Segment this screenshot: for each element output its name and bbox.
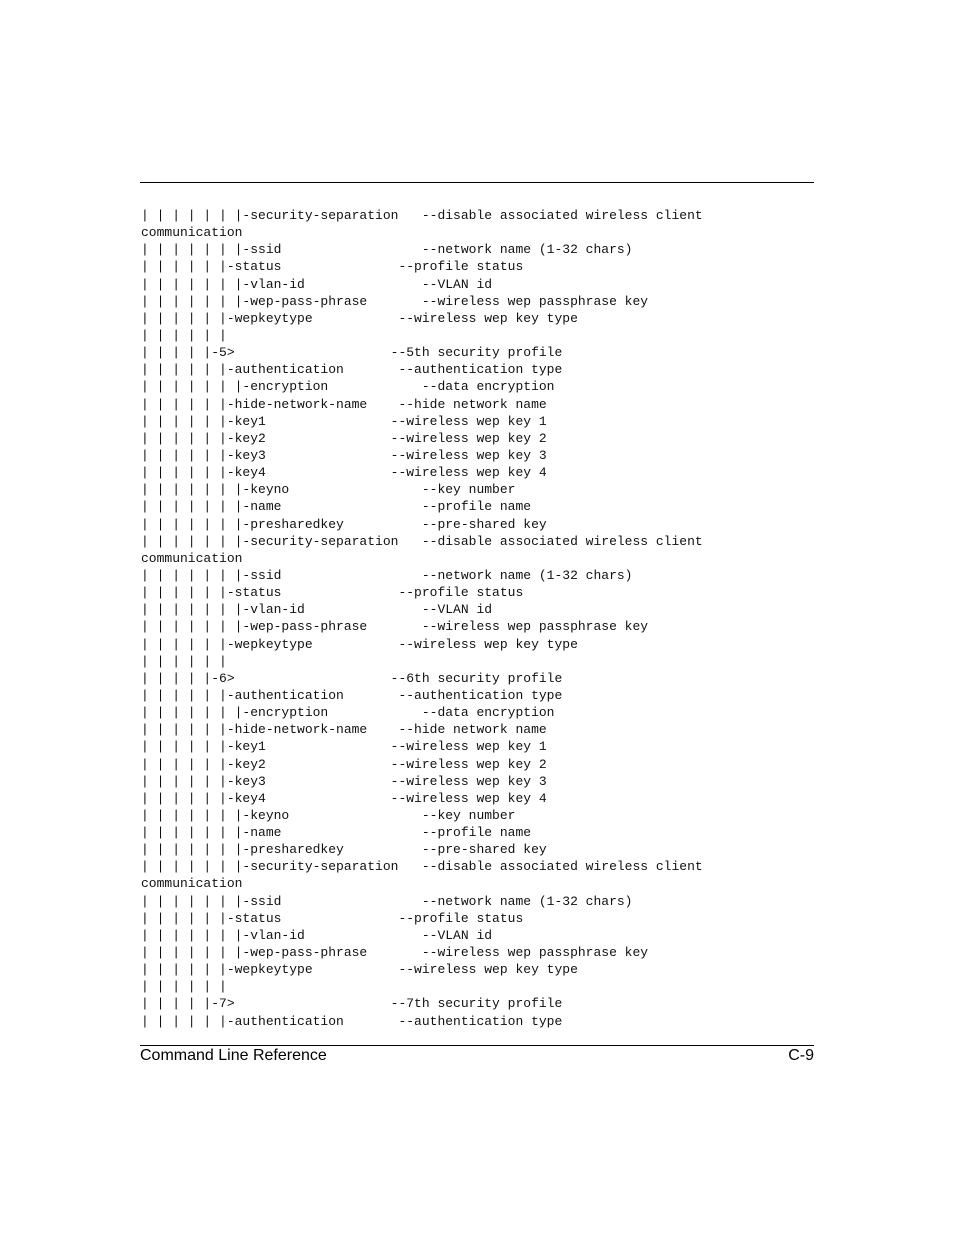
code-line: | | | | | | |-wep-pass-phrase --wireless wep passphrase key bbox=[141, 945, 649, 961]
code-line: | | | | | | |-encryption --data encryption bbox=[141, 379, 555, 395]
code-line: communication bbox=[141, 876, 243, 892]
code-line: | | | | | |-key1 --wireless wep key 1 bbox=[141, 413, 547, 429]
code-line: | | | | | | |-ssid --network name (1-32 chars) bbox=[141, 242, 633, 258]
code-line: | | | | | | |-security-separation --disable associated wireless client bbox=[141, 208, 703, 223]
code-line: | | | | | |-authentication --authentication type bbox=[141, 1013, 563, 1029]
code-line: | | | | | |-wepkeytype --wireless wep key type bbox=[141, 310, 578, 326]
code-line: | | | | | | |-ssid --network name (1-32 chars) bbox=[141, 567, 633, 583]
code-line: | | | | | | |-presharedkey --pre-shared key bbox=[141, 842, 547, 858]
code-line: | | | | | |-status --profile status bbox=[141, 585, 524, 601]
code-line: | | | | | |-authentication --authentication type bbox=[141, 362, 563, 378]
code-line: | | | | | |-status --profile status bbox=[141, 259, 524, 275]
code-line: | | | | | |-key4 --wireless wep key 4 bbox=[141, 790, 547, 806]
code-line: | | | | | | |-vlan-id --VLAN id bbox=[141, 927, 493, 943]
code-line: | | | | | |-wepkeytype --wireless wep key type bbox=[141, 962, 578, 978]
code-line: | | | | | |-key1 --wireless wep key 1 bbox=[141, 739, 547, 755]
code-listing bbox=[141, 207, 814, 1030]
code-line: | | | | |-6> --6th security profile bbox=[141, 670, 563, 686]
code-line: | | | | | | |-ssid --network name (1-32 chars) bbox=[141, 893, 633, 909]
code-line: | | | | | | |-security-separation --disable associated wireless client bbox=[141, 533, 703, 549]
code-line: | | | | | | |-name --profile name bbox=[141, 825, 532, 841]
code-line: | | | | | | |-vlan-id --VLAN id bbox=[141, 276, 493, 292]
code-line: communication bbox=[141, 225, 243, 241]
code-line: | | | | | |-key2 --wireless wep key 2 bbox=[141, 430, 547, 446]
code-line: | | | | | |-status --profile status bbox=[141, 910, 524, 926]
code-line: | | | | | | |-keyno --key number bbox=[141, 482, 516, 498]
code-line: | | | | | |-key4 --wireless wep key 4 bbox=[141, 465, 547, 481]
code-line: | | | | | | |-presharedkey --pre-shared key bbox=[141, 516, 547, 532]
code-line: | | | | | |-key3 --wireless wep key 3 bbox=[141, 447, 547, 463]
code-line: | | | | | |-authentication --authentication type bbox=[141, 687, 563, 703]
footer-title: Command Line Reference bbox=[140, 1047, 327, 1064]
footer-rule bbox=[140, 1045, 814, 1046]
code-line: | | | | | | bbox=[141, 653, 227, 669]
code-line: | | | | | |-key2 --wireless wep key 2 bbox=[141, 756, 547, 772]
code-line: | | | | | | |-keyno --key number bbox=[141, 807, 516, 823]
code-line: | | | | | |-key3 --wireless wep key 3 bbox=[141, 773, 547, 789]
page-number: C-9 bbox=[788, 1047, 814, 1064]
code-line: communication bbox=[141, 550, 243, 566]
code-line: | | | | | |-hide-network-name --hide network name bbox=[141, 722, 547, 738]
code-line: | | | | | |-hide-network-name --hide network name bbox=[141, 396, 547, 412]
header-rule bbox=[140, 182, 814, 183]
code-line: | | | | | | bbox=[141, 979, 227, 995]
code-line: | | | | |-5> --5th security profile bbox=[141, 345, 563, 361]
code-line: | | | | | | |-vlan-id --VLAN id bbox=[141, 602, 493, 618]
code-line: | | | | | |-wepkeytype --wireless wep key type bbox=[141, 636, 578, 652]
code-line: | | | | | | |-name --profile name bbox=[141, 499, 532, 515]
code-line: | | | | | | |-wep-pass-phrase --wireless wep passphrase key bbox=[141, 293, 649, 309]
code-line: | | | | | | |-security-separation --disable associated wireless client bbox=[141, 859, 703, 875]
code-line: | | | | | | bbox=[141, 327, 227, 343]
code-line: | | | | | | |-wep-pass-phrase --wireless wep passphrase key bbox=[141, 619, 649, 635]
code-line: | | | | |-7> --7th security profile bbox=[141, 996, 563, 1012]
code-line: | | | | | | |-encryption --data encryption bbox=[141, 705, 555, 721]
